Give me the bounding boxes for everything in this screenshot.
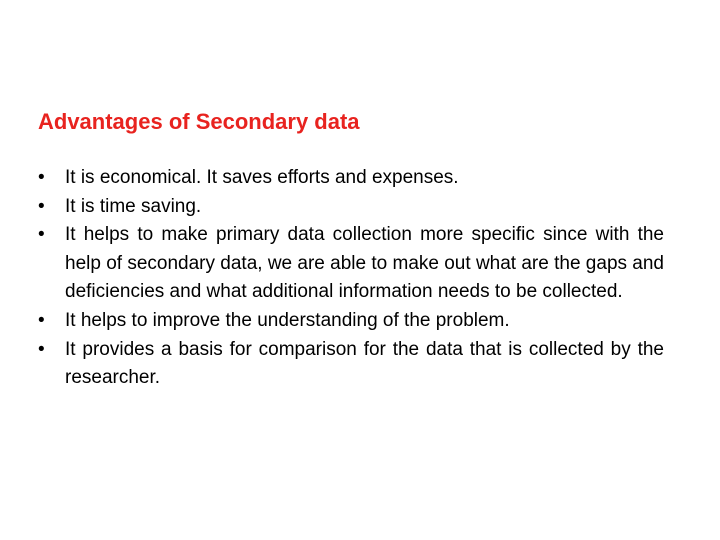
list-item bbox=[38, 221, 664, 307]
bullet-text: It is economical. It saves efforts and expenses. bbox=[65, 167, 459, 188]
bullet-text: It provides a basis for comparison for the data that is collected by the researcher. bbox=[65, 338, 664, 389]
list-item bbox=[38, 164, 664, 193]
bullet-text: It helps to make primary data collection more specific since with the help of secondary data, we are able to make out what are the gaps and deficiencies and what additional information needs to be collected. bbox=[65, 224, 664, 303]
bullet-icon: • bbox=[38, 224, 45, 246]
list-item bbox=[38, 307, 664, 336]
bullet-icon: • bbox=[38, 167, 45, 188]
bullet-icon: • bbox=[38, 309, 45, 331]
list-item bbox=[38, 193, 664, 222]
slide-title: Advantages of Secondary data bbox=[38, 109, 360, 134]
list-item bbox=[38, 336, 664, 393]
bullet-text: It helps to improve the understanding of the problem. bbox=[65, 309, 510, 331]
bullet-icon: • bbox=[38, 338, 45, 360]
bullet-list bbox=[38, 164, 664, 393]
bullet-icon: • bbox=[38, 195, 45, 217]
bullet-text: It is time saving. bbox=[65, 195, 202, 217]
